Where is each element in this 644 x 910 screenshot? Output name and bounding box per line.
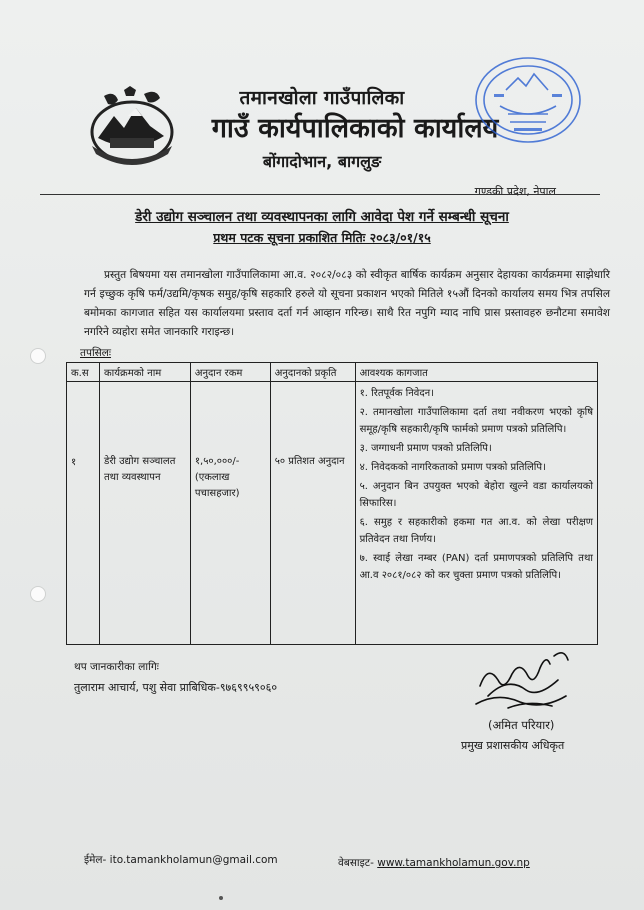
requirements-table — [66, 362, 598, 645]
row-serial: १ — [71, 457, 77, 468]
header-divider — [40, 194, 600, 195]
required-document-item: २. तमानखोला गाउँपालिकामा दर्ता तथा नवीकरण भएको कृषि समूह/कृषि सहकारी/कृषि फार्मको प्रमाण पत्रको प्रतिलिपि। — [359, 407, 593, 435]
website-label: वेबसाइट- — [338, 857, 378, 869]
required-document-item: ५. अनुदान बिन उपयुक्त भएको बेहोरा खुल्ने वडा कार्यालयको सिफारिस। — [359, 481, 593, 509]
column-header: अनुदान रकम — [190, 363, 270, 382]
office-name: गाउँ कार्यपालिकाको कार्यालय — [211, 113, 499, 144]
office-seal-stamp — [470, 54, 586, 150]
signatory-title: प्रमुख प्रशासकीय अधिकृत — [461, 739, 565, 752]
punch-hole — [30, 586, 46, 602]
column-header: आवश्यक कागजात — [355, 363, 597, 382]
municipality-name: तमानखोला गाउँपालिका — [239, 87, 405, 109]
program-name: डेरी उद्योग सञ्चालत तथा व्यवस्थापन — [103, 456, 176, 483]
notice-intro-paragraph: प्रस्तुत बिषयमा यस तमानखोला गाउँपालिकामा आ.व. २०८२/०८३ को स्वीकृत बार्षिक कार्यक्रम अनुसार देहायका कार्यक्रममा साझेधारि गर्न इच्छुक कृषि फर्म/उद्यमि/कृषक समुह/कृषि सहकारि हरुले यो सूचना प्रकाशन भएको मितिले १५औं दिनको कार्यालय समय भित्र तपसिल बमोमका कागजात सहित यस कार्यालयमा प्रस्ताव दर्ता गर्न आव्हान गरिन्छ। साथै रित नपुगि म्याद नाघि प्रास प्रस्तावहरु छनौटमा समावेश नगरिने व्यहोरा समेत जानकारि गराइन्छ। — [84, 269, 610, 338]
punch-hole — [30, 348, 46, 364]
table-caption: तपसिलः — [80, 347, 112, 359]
grant-nature: ५० प्रतिशत अनुदान — [274, 456, 345, 467]
required-document-item: ७. स्वाई लेखा नम्बर (PAN) दर्ता प्रमाणपत्रको प्रतिलिपि तथा आ.व २०८१/०८२ को कर चुक्ता प्रमाण पत्रको प्रतिलिपि। — [359, 553, 593, 581]
table-header-row — [67, 363, 598, 382]
column-header: अनुदानको प्रकृति — [270, 363, 355, 382]
footer-website — [338, 856, 530, 870]
table-row — [67, 382, 598, 645]
signatory-name: (अमित परियार) — [488, 718, 555, 732]
handwritten-signature — [468, 646, 578, 720]
grant-amount: १,५०,०००/- (एकलाख पचासहजार) — [194, 456, 240, 499]
province-label: गण्डकी प्रदेश, नेपाल — [474, 185, 556, 198]
required-document-item: १. रितपूर्वक निवेदन। — [359, 388, 434, 399]
required-document-item: ३. जग्गाधनी प्रमाण पत्रको प्रतिलिपि। — [359, 443, 492, 454]
notice-title: डेरी उद्योग सञ्चालन तथा व्यवस्थापनका लागि आवेदा पेश गर्ने सम्बन्धी सूचना — [135, 209, 509, 225]
required-document-item: ६. समुह र सहकारीको हकमा गत आ.व. को लेखा परीक्षण प्रतिवेदन तथा निर्णय। — [359, 517, 593, 545]
page-mark — [219, 896, 223, 900]
office-location: बोंगादोभान, बागलुङ — [262, 152, 382, 171]
notice-publish-date: प्रथम पटक सूचना प्रकाशित मितिः २०८३/०१/१५ — [213, 230, 431, 245]
contact-label: थप जानकारीका लागिः — [74, 661, 159, 673]
website-link[interactable]: www.tamankholamun.gov.np — [377, 857, 530, 869]
column-header: क.स — [67, 363, 100, 382]
column-header: कार्यक्रमको नाम — [99, 363, 190, 382]
footer-email: ईमेल- ito.tamankholamun@gmail.com — [84, 854, 278, 866]
contact-person: तुलाराम आचार्य, पशु सेवा प्राबिधिक-९७६९९५९०६० — [74, 681, 278, 694]
required-document-item: ४. निवेदकको नागरिकताको प्रमाण पत्रको प्रतिलिपि। — [359, 462, 546, 473]
